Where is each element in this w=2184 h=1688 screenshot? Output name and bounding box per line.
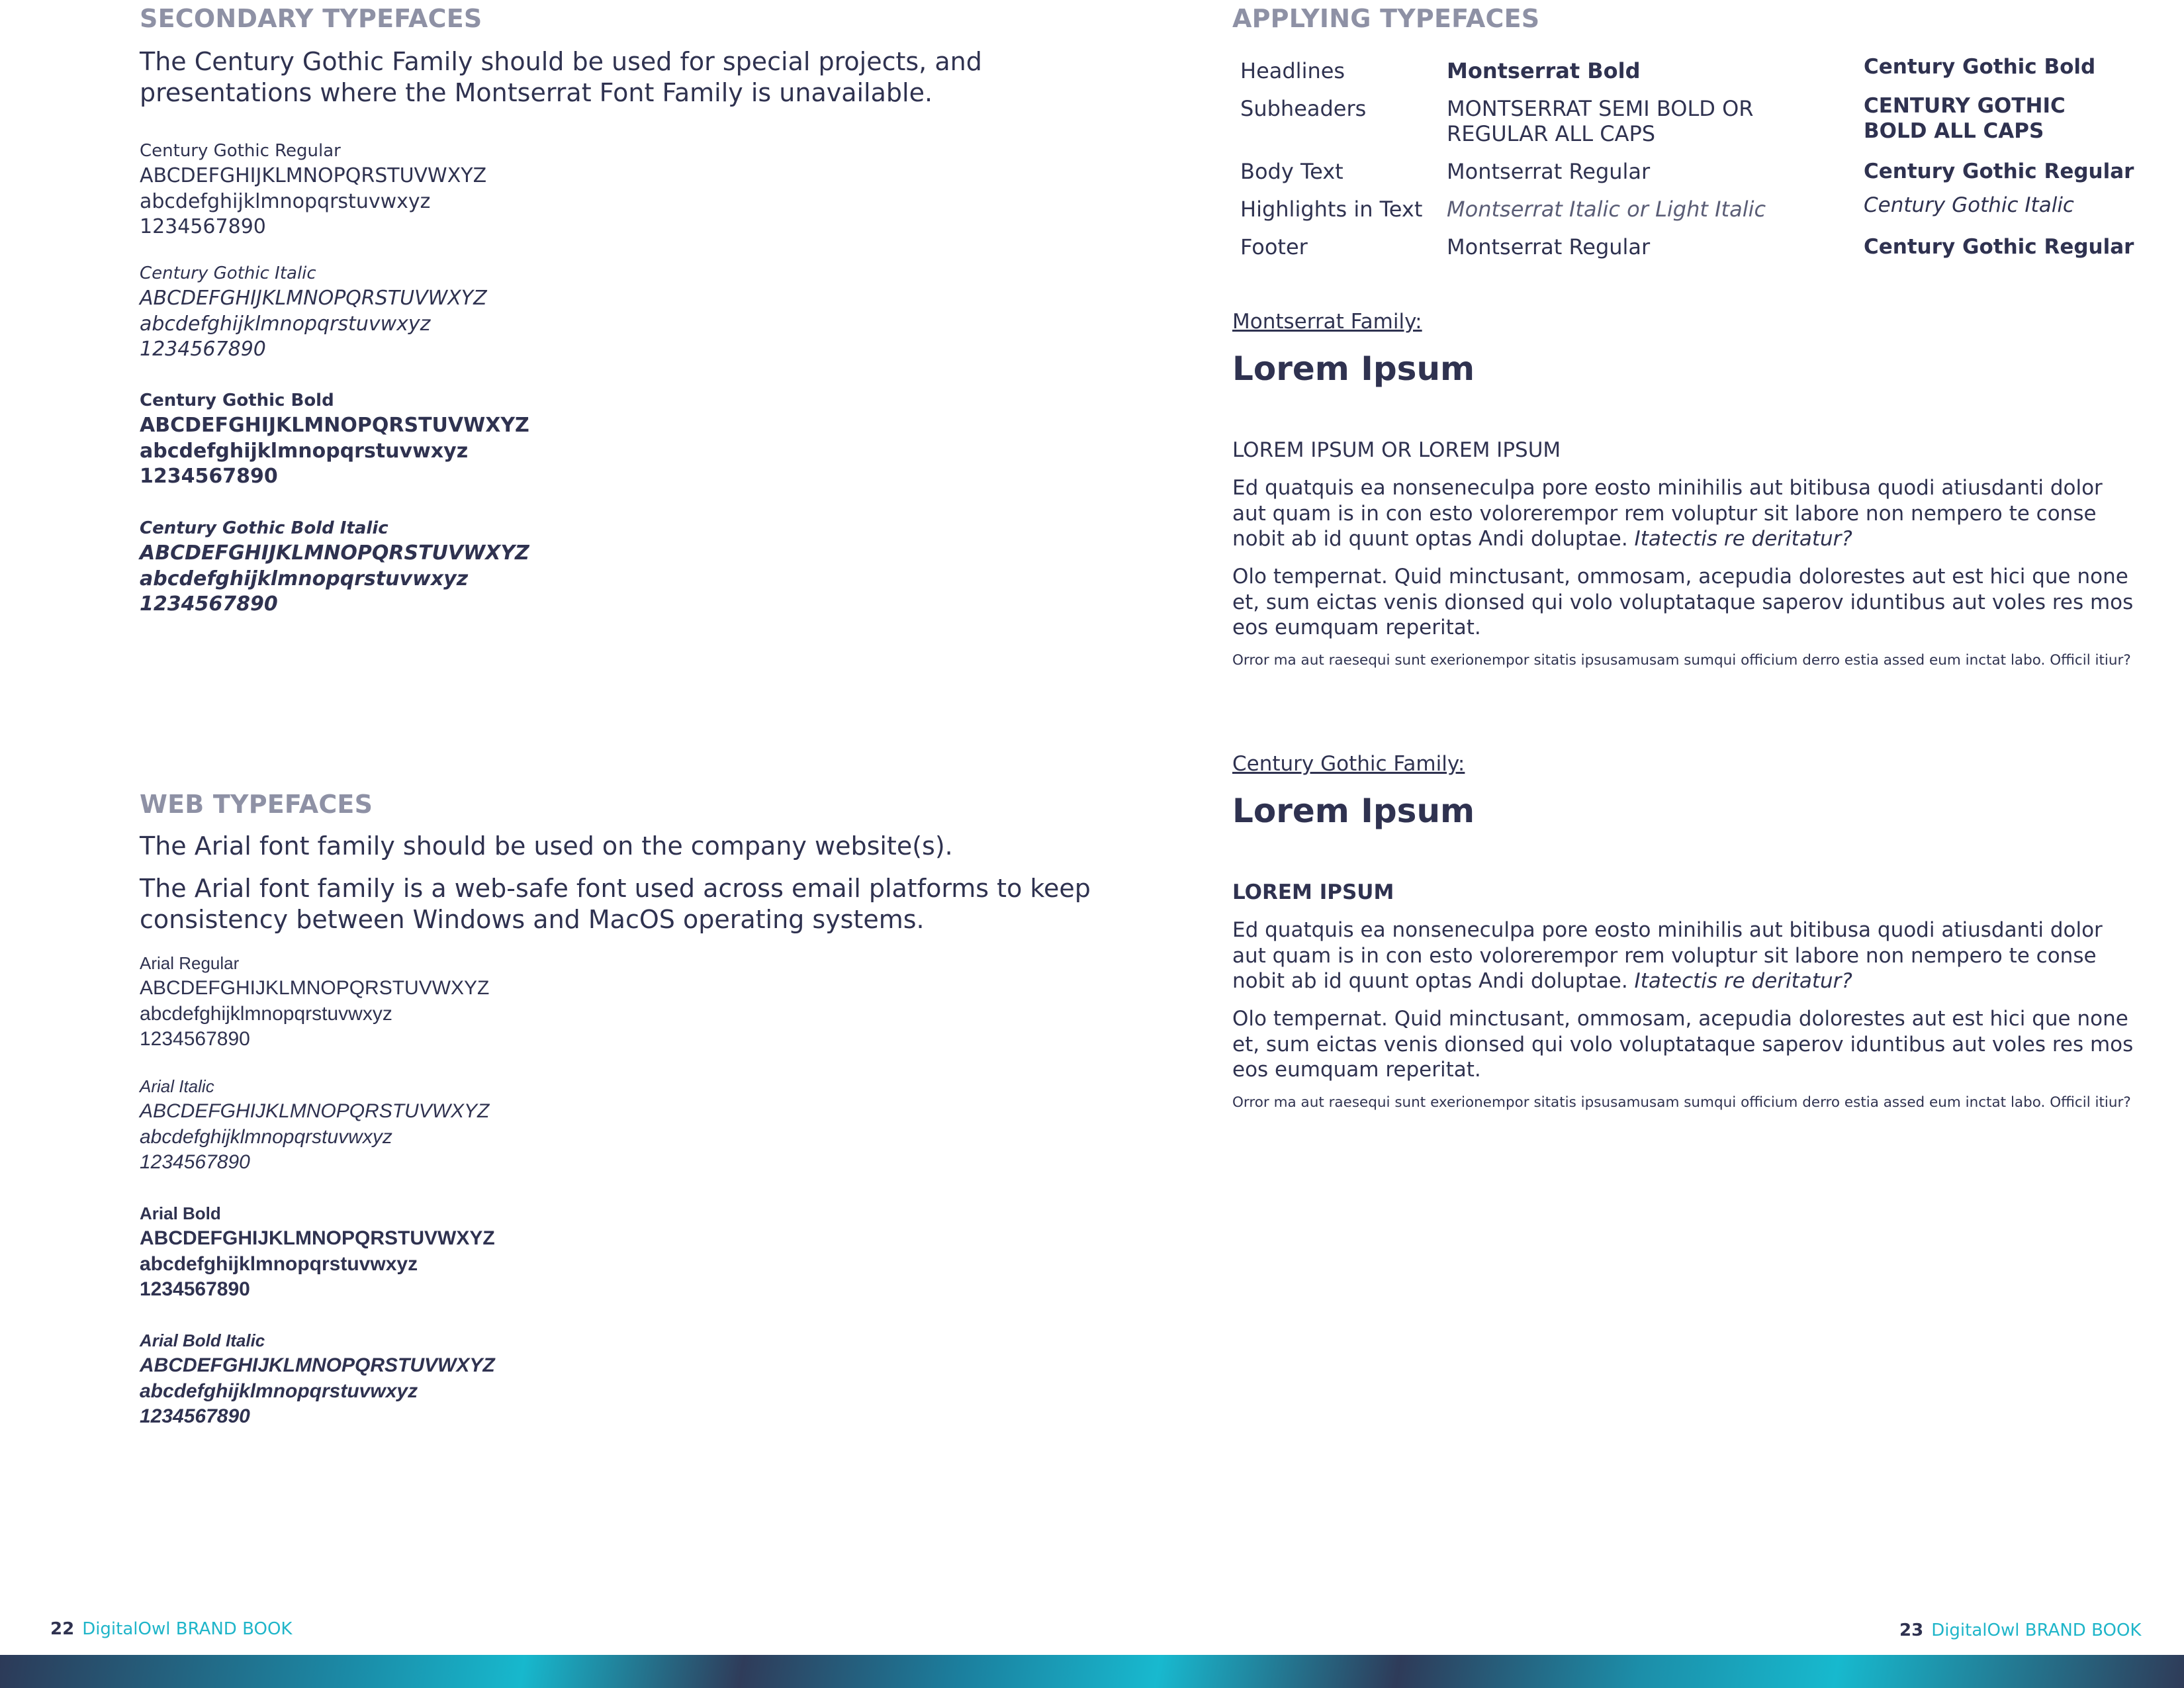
- specimen-century-gothic-bold: [140, 389, 735, 490]
- century-sample-paragraph-2: Olo tempernat. Quid minctusant, ommosam, acepudia dolorestes aut est hici que none et, sum eictas venis dionsed qui volo voluptataque saperov iduntibus aut voles res mos eos eumquam reperitat.: [1232, 1007, 2134, 1082]
- specimen-lowercase: abcdefghijklmnopqrstuvwxyz: [140, 439, 469, 463]
- century-sample-paragraph-1: [1232, 917, 2139, 994]
- apply-century: CENTURY GOTHIC BOLD ALL CAPS: [1864, 94, 2066, 143]
- century-sample-small-text: Orror ma aut raesequi sunt exerionempor sitatis ipsusamusam sumqui officium derro estia assed eum inctat labo. Officil itiur?: [1232, 1094, 2131, 1111]
- paragraph-highlight: Itatectis re deritatur?: [1634, 969, 1852, 993]
- specimen-uppercase: ABCDEFGHIJKLMNOPQRSTUVWXYZ: [140, 287, 487, 310]
- specimen-arial-bold: [140, 1202, 735, 1303]
- specimen-lowercase: abcdefghijklmnopqrstuvwxyz: [140, 1252, 418, 1275]
- specimen-label: Century Gothic Bold: [140, 391, 334, 410]
- apply-century: Century Gothic Regular: [1864, 160, 2134, 183]
- specimen-uppercase: ABCDEFGHIJKLMNOPQRSTUVWXYZ: [140, 977, 490, 999]
- web-typefaces-intro-1: The Arial font family should be used on the company website(s).: [140, 831, 953, 861]
- web-typefaces-intro-2: The Arial font family is a web-safe font used across email platforms to keep consistency between Windows and MacOS operating systems.: [140, 874, 1091, 934]
- specimen-uppercase: ABCDEFGHIJKLMNOPQRSTUVWXYZ: [140, 414, 529, 437]
- century-sample-title: Lorem Ipsum: [1232, 792, 1475, 830]
- specimen-digits: 1234567890: [140, 1405, 250, 1427]
- specimen-century-gothic-regular: [140, 140, 735, 240]
- apply-montserrat: Montserrat Bold: [1447, 58, 1641, 83]
- specimen-digits: 1234567890: [140, 1278, 250, 1300]
- montserrat-sample-small-text: Orror ma aut raesequi sunt exerionempor sitatis ipsusamusam sumqui officium derro estia assed eum inctat labo. Officil itiur?: [1232, 652, 2131, 669]
- specimen-digits: 1234567890: [140, 1151, 250, 1173]
- century-sample-subheader: LOREM IPSUM: [1232, 880, 1394, 904]
- specimen-digits: 1234567890: [140, 338, 266, 361]
- apply-century: Century Gothic Italic: [1864, 193, 2074, 217]
- specimen-lowercase: abcdefghijklmnopqrstuvwxyz: [140, 312, 431, 336]
- specimen-digits: 1234567890: [140, 465, 278, 488]
- specimen-century-gothic-italic: [140, 262, 735, 363]
- specimen-lowercase: abcdefghijklmnopqrstuvwxyz: [140, 1380, 418, 1402]
- specimen-label: Arial Italic: [140, 1076, 214, 1096]
- specimen-uppercase: ABCDEFGHIJKLMNOPQRSTUVWXYZ: [140, 1354, 495, 1376]
- apply-use: Body Text: [1240, 159, 1343, 184]
- montserrat-sample-subheader: LOREM IPSUM OR LOREM IPSUM: [1232, 438, 1561, 462]
- specimen-label: Century Gothic Bold Italic: [140, 518, 388, 538]
- specimen-uppercase: ABCDEFGHIJKLMNOPQRSTUVWXYZ: [140, 541, 529, 565]
- specimen-uppercase: ABCDEFGHIJKLMNOPQRSTUVWXYZ: [140, 1227, 495, 1249]
- specimen-lowercase: abcdefghijklmnopqrstuvwxyz: [140, 1002, 392, 1025]
- apply-montserrat: MONTSERRAT SEMI BOLD OR REGULAR ALL CAPS: [1447, 96, 1754, 146]
- apply-use: Subheaders: [1240, 96, 1367, 121]
- apply-use: Footer: [1240, 234, 1308, 259]
- paragraph-highlight: Itatectis re deritatur?: [1634, 527, 1852, 551]
- specimen-arial-italic: [140, 1075, 735, 1176]
- footer-right: [1899, 1620, 2141, 1640]
- secondary-typefaces-heading: SECONDARY TYPEFACES: [140, 4, 482, 33]
- specimen-label: Arial Regular: [140, 953, 240, 973]
- specimen-digits: 1234567890: [140, 215, 266, 238]
- specimen-digits: 1234567890: [140, 592, 278, 616]
- specimen-arial-regular: [140, 952, 735, 1053]
- footer-brand-text: DigitalOwl BRAND BOOK: [82, 1619, 293, 1639]
- apply-use: Highlights in Text: [1240, 197, 1423, 222]
- specimen-label: Century Gothic Regular: [140, 141, 341, 161]
- montserrat-sample-paragraph-2: Olo tempernat. Quid minctusant, ommosam, acepudia dolorestes aut est hici que none et, sum eictas venis dionsed qui volo voluptataque saperov iduntibus aut voles res mos eos eumquam reperitat.: [1232, 565, 2134, 639]
- specimen-uppercase: ABCDEFGHIJKLMNOPQRSTUVWXYZ: [140, 1100, 490, 1122]
- century-gothic-family-link[interactable]: Century Gothic Family:: [1232, 752, 1465, 776]
- page-number: 22: [50, 1619, 75, 1639]
- paragraph-text: Ed quatquis ea nonseneculpa pore eosto minihilis aut bitibusa quodi atiusdanti dolor aut quam is in con esto volorerempor rem voluptur sit labore non nempero te conse nobit ab id quunt optas Andi doluptae.: [1232, 918, 2103, 993]
- specimen-label: Century Gothic Italic: [140, 263, 316, 283]
- apply-montserrat: Montserrat Regular: [1447, 234, 1651, 259]
- specimen-digits: 1234567890: [140, 1028, 250, 1050]
- web-typefaces-heading: WEB TYPEFACES: [140, 790, 373, 819]
- apply-montserrat: Montserrat Italic or Light Italic: [1447, 197, 1766, 222]
- specimen-arial-bold-italic: [140, 1329, 735, 1430]
- secondary-typefaces-intro: The Century Gothic Family should be used for special projects, and presentations where the Montserrat Font Family is unavailable.: [140, 47, 982, 107]
- apply-century: Century Gothic Bold: [1864, 55, 2096, 79]
- footer-brand-text: DigitalOwl BRAND BOOK: [1931, 1620, 2142, 1640]
- applying-typefaces-heading: APPLYING TYPEFACES: [1232, 4, 1540, 33]
- specimen-lowercase: abcdefghijklmnopqrstuvwxyz: [140, 1125, 392, 1148]
- apply-montserrat: Montserrat Regular: [1447, 159, 1651, 184]
- montserrat-sample-title: Lorem Ipsum: [1232, 350, 1475, 388]
- specimen-uppercase: ABCDEFGHIJKLMNOPQRSTUVWXYZ: [140, 164, 487, 187]
- footer-left: [50, 1619, 292, 1639]
- specimen-label: Arial Bold Italic: [140, 1331, 265, 1350]
- page-number: 23: [1899, 1620, 1924, 1640]
- apply-use: Headlines: [1240, 58, 1345, 83]
- specimen-century-gothic-bold-italic: [140, 517, 735, 618]
- paragraph-text: Ed quatquis ea nonseneculpa pore eosto minihilis aut bitibusa quodi atiusdanti dolor aut quam is in con esto volorerempor rem voluptur sit labore non nempero te conse nobit ab id quunt optas Andi doluptae.: [1232, 476, 2103, 551]
- apply-century: Century Gothic Regular: [1864, 235, 2134, 259]
- specimen-label: Arial Bold: [140, 1203, 221, 1223]
- footer-gradient-bar: [0, 1655, 2184, 1688]
- montserrat-sample-paragraph-1: [1232, 475, 2139, 552]
- specimen-lowercase: abcdefghijklmnopqrstuvwxyz: [140, 189, 431, 213]
- montserrat-family-link[interactable]: Montserrat Family:: [1232, 310, 1422, 334]
- specimen-lowercase: abcdefghijklmnopqrstuvwxyz: [140, 567, 469, 590]
